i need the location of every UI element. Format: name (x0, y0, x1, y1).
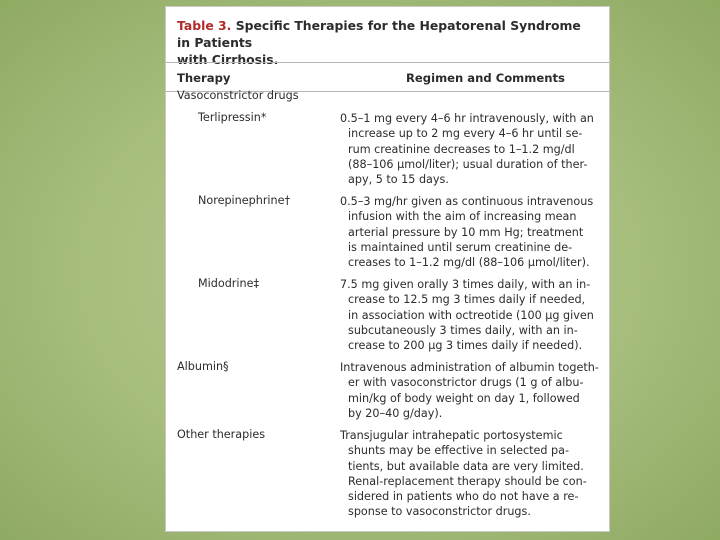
regimen-line: er with vasoconstrictor drugs (1 g of albu- (348, 376, 584, 390)
regimen-norepinephrine (340, 194, 602, 270)
therapy-name-norepinephrine: Norepinephrine† (198, 194, 291, 207)
regimen-line: (88–106 μmol/liter); usual duration of ther- (348, 157, 588, 171)
regimen-midodrine (340, 277, 602, 353)
table-label: Table 3. (177, 18, 232, 33)
table-title-line2: with Cirrhosis. (177, 52, 279, 67)
regimen-line: infusion with the aim of increasing mean (348, 210, 577, 224)
regimen-line: increase up to 2 mg every 4–6 hr until se- (348, 127, 583, 141)
regimen-line: crease to 12.5 mg 3 times daily if needed, (348, 293, 586, 307)
table-title (177, 17, 597, 68)
column-header-therapy: Therapy (177, 71, 231, 85)
regimen-line: shunts may be effective in selected pa- (348, 444, 570, 458)
regimen-line: 0.5–1 mg every 4–6 hr intravenously, with an (340, 112, 594, 125)
top-rule (166, 62, 611, 63)
regimen-line: apy, 5 to 15 days. (348, 173, 449, 187)
regimen-line: arterial pressure by 10 mm Hg; treatment (348, 225, 584, 239)
regimen-line: Intravenous administration of albumin togeth- (340, 361, 599, 374)
therapy-name-terlipressin: Terlipressin* (198, 111, 267, 124)
regimen-line: subcutaneously 3 times daily, with an in- (348, 323, 578, 337)
regimen-line: min/kg of body weight on day 1, followed (348, 391, 580, 405)
therapy-name-other: Other therapies (177, 428, 266, 441)
regimen-line: crease to 200 μg 3 times daily if needed). (348, 339, 583, 353)
regimen-line: rum creatinine decreases to 1–1.2 mg/dl (348, 142, 575, 156)
regimen-line: is maintained until serum creatinine de- (348, 240, 573, 254)
regimen-terlipressin (340, 111, 602, 187)
regimen-line: tients, but available data are very limited. (348, 459, 584, 473)
therapy-name-albumin: Albumin§ (177, 360, 229, 373)
regimen-line: creases to 1–1.2 mg/dl (88–106 μmol/liter). (348, 256, 590, 270)
regimen-line: in association with octreotide (100 μg given (348, 308, 594, 322)
regimen-line: Renal-replacement therapy should be con- (348, 474, 587, 488)
regimen-albumin (340, 360, 602, 421)
regimen-line: sponse to vasoconstrictor drugs. (348, 505, 531, 519)
regimen-line: 0.5–3 mg/hr given as continuous intravenous (340, 195, 594, 208)
table-title-line1: Specific Therapies for the Hepatorenal Syndrome in Patients (177, 18, 581, 50)
column-header-regimen: Regimen and Comments (406, 71, 565, 85)
group-vasoconstrictor-drugs: Vasoconstrictor drugs (177, 89, 299, 102)
therapy-name-midodrine: Midodrine‡ (198, 277, 260, 290)
table-page (165, 6, 610, 532)
regimen-other (340, 428, 602, 520)
regimen-line: Transjugular intrahepatic portosystemic (340, 429, 563, 442)
regimen-line: sidered in patients who do not have a re- (348, 490, 579, 504)
regimen-line: by 20–40 g/day). (348, 406, 443, 420)
regimen-line: 7.5 mg given orally 3 times daily, with an in- (340, 278, 591, 291)
